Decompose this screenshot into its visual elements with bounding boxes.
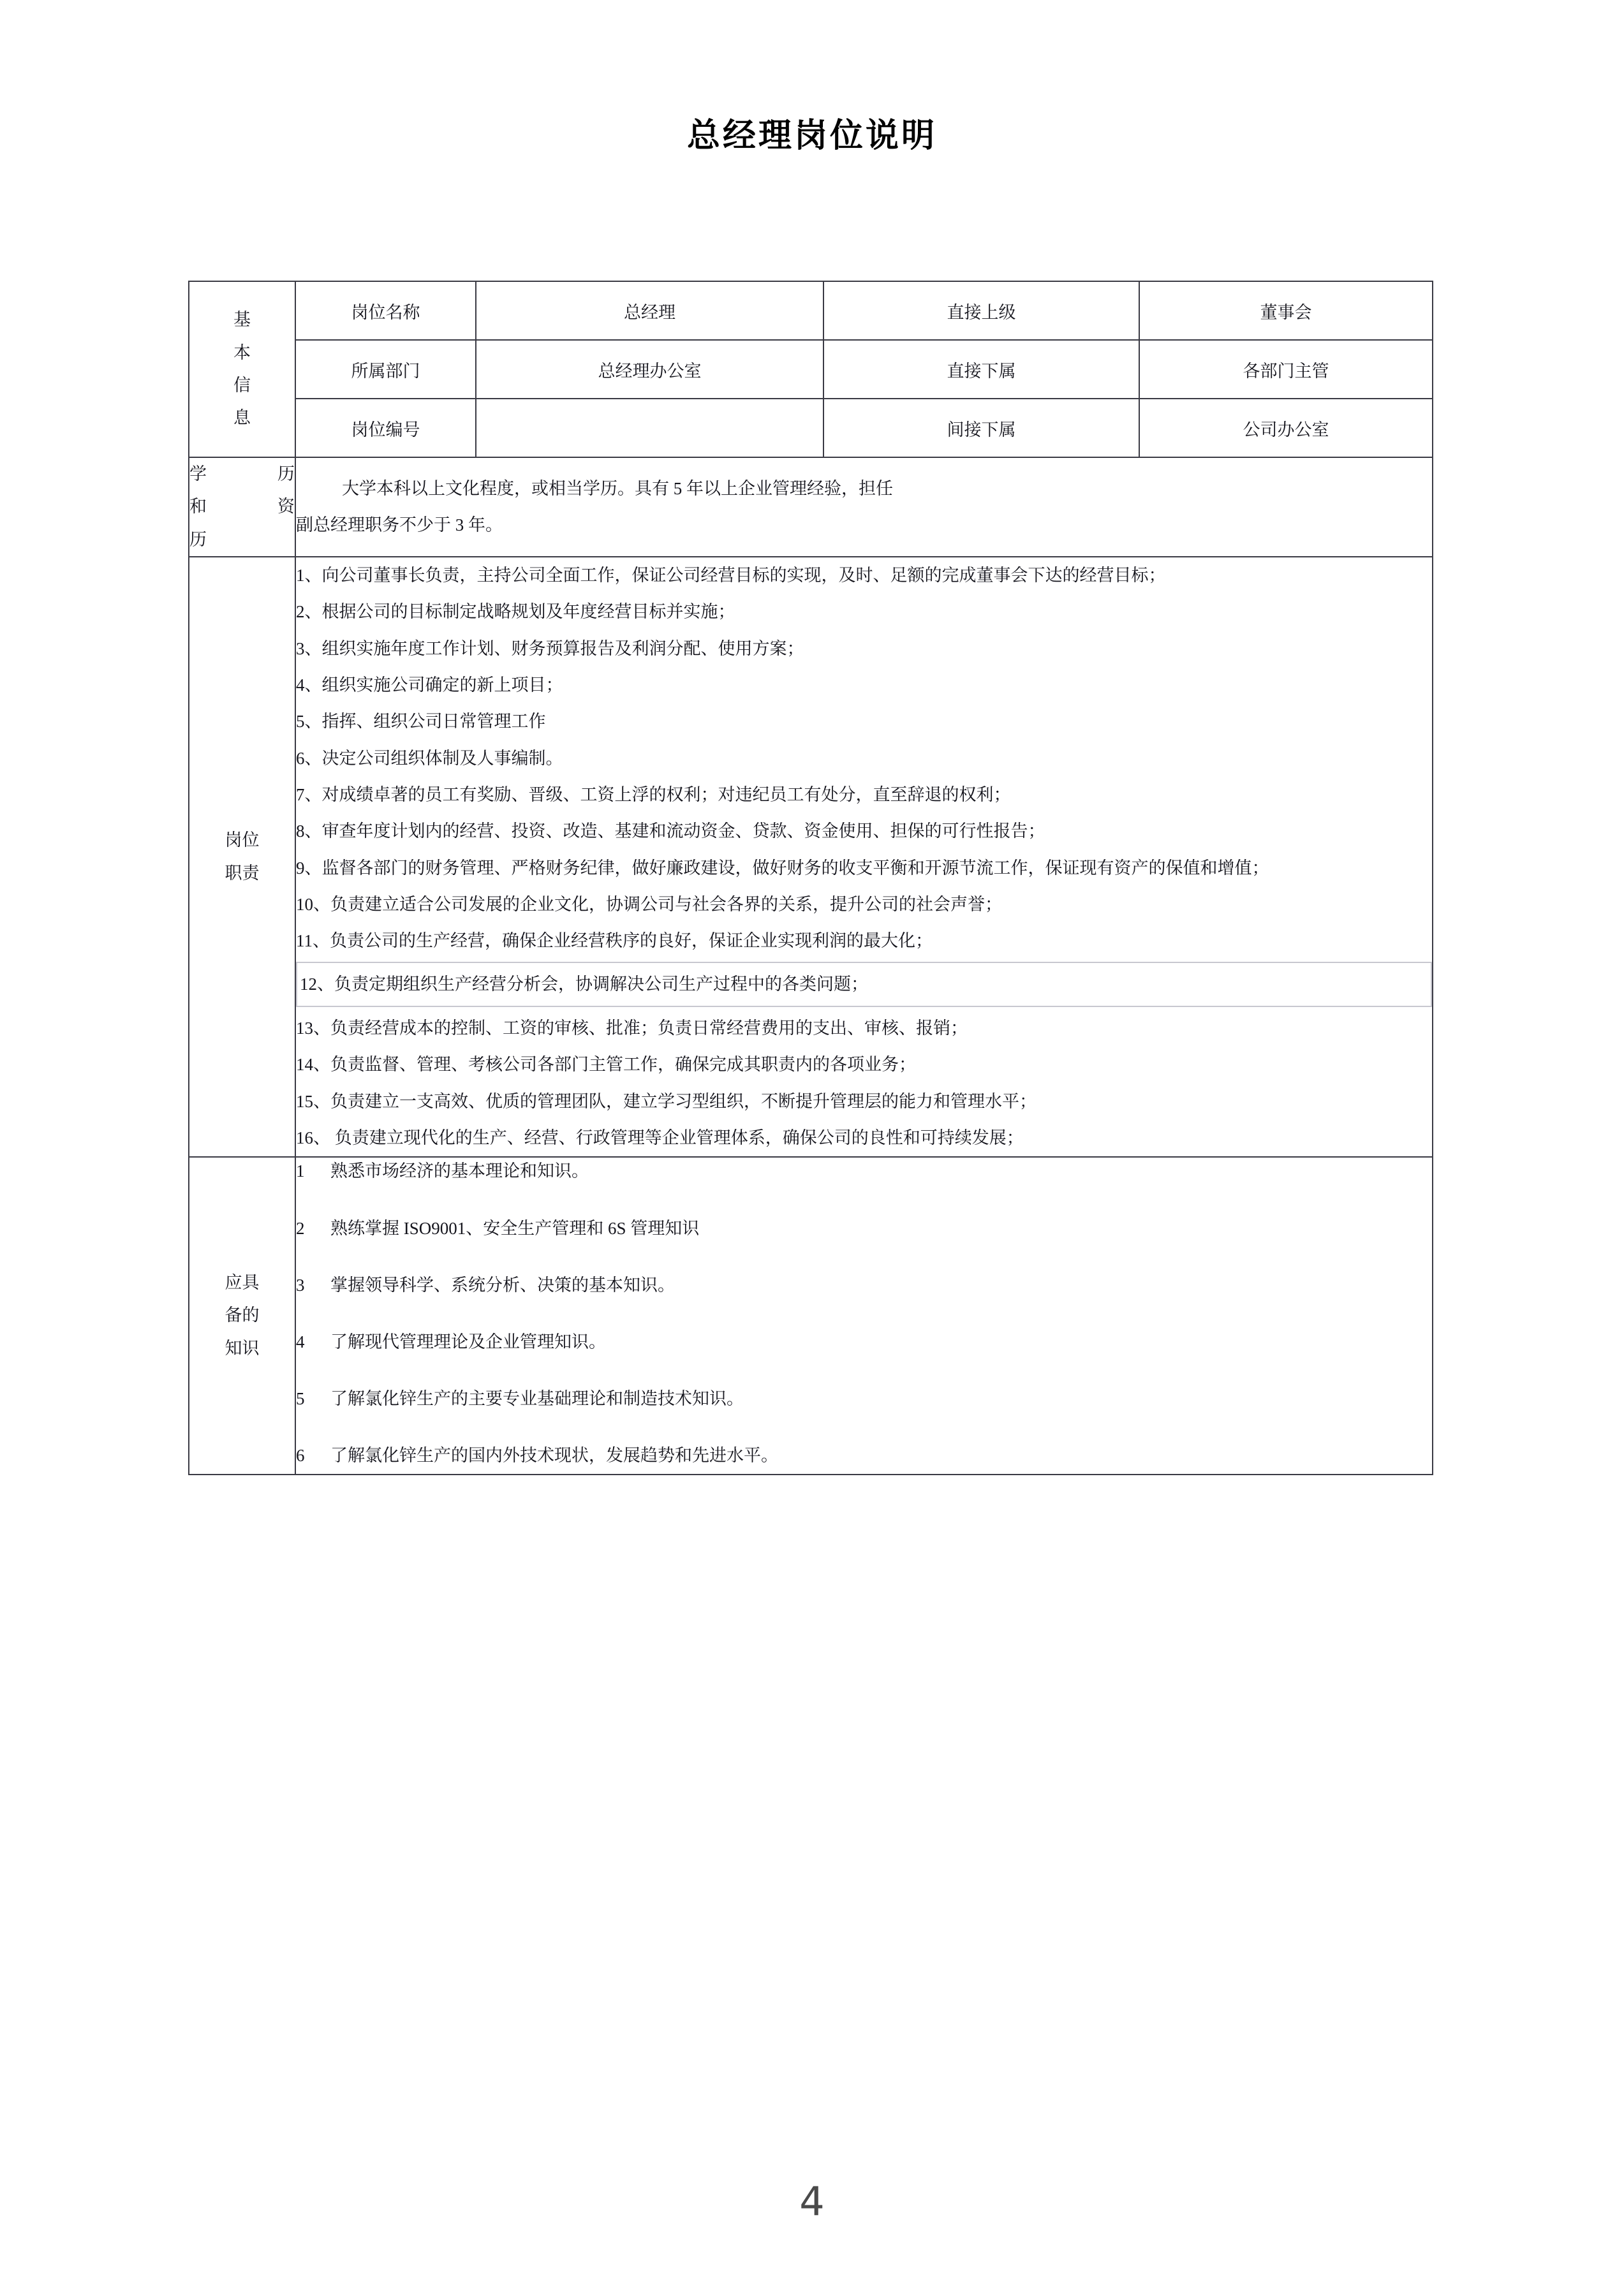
section-label-knowledge bbox=[189, 1157, 295, 1474]
job-description-table bbox=[188, 281, 1433, 1475]
basic-info-label-char-1: 基 bbox=[233, 310, 251, 330]
knowledge-item-number: 3 bbox=[296, 1275, 305, 1295]
duties-list bbox=[295, 557, 1433, 1158]
duty-item: 4、组织实施公司确定的新上项目； bbox=[296, 675, 563, 695]
field-value-job-title: 总经理 bbox=[476, 281, 823, 340]
basic-info-label-char-4: 息 bbox=[233, 408, 251, 428]
duty-item: 3、组织实施年度工作计划、财务预算报告及利润分配、使用方案； bbox=[296, 638, 804, 658]
field-value-department: 总经理办公室 bbox=[476, 340, 823, 399]
duty-item: 10、负责建立适合公司发展的企业文化，协调公司与社会各界的关系，提升公司的社会声誉； bbox=[296, 894, 1002, 914]
knowledge-item-text: 了解氯化锌生产的主要专业基础理论和制造技术知识。 bbox=[330, 1389, 744, 1409]
education-label-char-4: 资 bbox=[277, 497, 295, 517]
duty-item: 9、监督各部门的财务管理、严格财务纪律，做好廉政建设，做好财务的收支平衡和开源节流工作，保证现有资产的保值和增值； bbox=[296, 858, 1269, 878]
knowledge-item-text: 了解现代管理理论及企业管理知识。 bbox=[330, 1332, 606, 1351]
list-item bbox=[296, 1328, 1432, 1356]
duty-item: 6、决定公司组织体制及人事编制。 bbox=[296, 748, 563, 768]
knowledge-item-number: 2 bbox=[296, 1218, 305, 1238]
duty-item: 15、负责建立一支高效、优质的管理团队，建立学习型组织，不断提升管理层的能力和管理水平； bbox=[296, 1091, 1037, 1111]
field-label-direct-subordinate: 直接下属 bbox=[823, 340, 1139, 399]
table-row bbox=[189, 557, 1433, 1158]
page-title: 总经理岗位说明 bbox=[686, 117, 937, 155]
duty-item: 5、指挥、组织公司日常管理工作 bbox=[296, 712, 546, 732]
duty-item: 7、对成绩卓著的员工有奖励、晋级、工资上浮的权利；对违纪员工有处分，直至辞退的权利； bbox=[296, 784, 1011, 804]
education-label-line-2 bbox=[189, 490, 295, 523]
education-paragraph-line-1: 大学本科以上文化程度，或相当学历。具有 5 年以上企业管理经验，担任 bbox=[342, 479, 893, 499]
knowledge-item-number: 1 bbox=[296, 1161, 305, 1181]
knowledge-item-number: 6 bbox=[296, 1446, 305, 1466]
duty-item: 16、 负责建立现代化的生产、经营、行政管理等企业管理体系，确保公司的良性和可持续发展； bbox=[296, 1128, 1024, 1148]
field-label-department: 所属部门 bbox=[295, 340, 476, 399]
table-row bbox=[189, 281, 1433, 340]
duty-item-highlighted[interactable]: 12、负责定期组织生产经营分析会，协调解决公司生产过程中的各类问题； bbox=[296, 962, 1432, 1007]
education-label-line-1 bbox=[189, 458, 295, 490]
page-number: 4 bbox=[799, 2178, 825, 2225]
duty-item: 13、负责经营成本的控制、工资的审核、批准；负责日常经营费用的支出、审核、报销； bbox=[296, 1019, 968, 1038]
section-label-duties bbox=[189, 557, 295, 1158]
basic-info-label-char-3: 信 bbox=[233, 376, 251, 395]
duties-label-line-2: 职责 bbox=[225, 863, 260, 883]
list-item bbox=[296, 1215, 1432, 1242]
field-label-indirect-subordinate: 间接下属 bbox=[823, 399, 1139, 457]
education-requirements-text bbox=[295, 457, 1433, 557]
duties-label-line-1: 岗位 bbox=[225, 830, 260, 850]
education-label-char-3: 和 bbox=[189, 497, 207, 517]
knowledge-item-text: 熟练掌握 ISO9001、安全生产管理和 6S 管理知识 bbox=[330, 1218, 700, 1238]
field-value-indirect-subordinate: 公司办公室 bbox=[1139, 399, 1433, 457]
knowledge-list bbox=[295, 1157, 1433, 1474]
table-row bbox=[189, 457, 1433, 557]
knowledge-label-line-2: 备的 bbox=[225, 1306, 260, 1325]
knowledge-label-line-3: 知识 bbox=[225, 1338, 260, 1358]
table-row bbox=[189, 399, 1433, 457]
duty-item: 8、审查年度计划内的经营、投资、改造、基建和流动资金、贷款、资金使用、担保的可行性报告； bbox=[296, 821, 1045, 841]
field-label-job-code: 岗位编号 bbox=[295, 399, 476, 457]
field-value-direct-subordinate: 各部门主管 bbox=[1139, 340, 1433, 399]
field-value-direct-superior: 董事会 bbox=[1139, 281, 1433, 340]
list-item bbox=[296, 1442, 1432, 1469]
knowledge-item-text: 掌握领导科学、系统分析、决策的基本知识。 bbox=[330, 1275, 675, 1295]
duty-item: 11、负责公司的生产经营，确保企业经营秩序的良好，保证企业实现利润的最大化； bbox=[296, 931, 933, 951]
list-item bbox=[296, 1385, 1432, 1413]
list-item bbox=[296, 1158, 1432, 1185]
field-label-job-title: 岗位名称 bbox=[295, 281, 476, 340]
education-paragraph-line-2: 副总经理职务不少于 3 年。 bbox=[296, 515, 503, 534]
field-value-job-code bbox=[476, 399, 823, 457]
knowledge-item-number: 5 bbox=[296, 1389, 305, 1409]
knowledge-item-text: 了解氯化锌生产的国内外技术现状，发展趋势和先进水平。 bbox=[330, 1446, 778, 1466]
table-row bbox=[189, 340, 1433, 399]
duty-item: 1、向公司董事长负责，主持公司全面工作，保证公司经营目标的实现，及时、足额的完成董事会下达的经营目标； bbox=[296, 565, 1166, 585]
duty-item: 2、根据公司的目标制定战略规划及年度经营目标并实施； bbox=[296, 602, 735, 622]
knowledge-item-number: 4 bbox=[296, 1332, 305, 1351]
education-label-char-2: 历 bbox=[277, 464, 295, 483]
duty-item: 14、负责监督、管理、考核公司各部门主管工作，确保完成其职责内的各项业务； bbox=[296, 1055, 916, 1075]
education-label-line-3: 历 bbox=[189, 529, 207, 549]
knowledge-item-text: 熟悉市场经济的基本理论和知识。 bbox=[330, 1161, 589, 1181]
section-label-education bbox=[189, 457, 295, 557]
table-row bbox=[189, 1157, 1433, 1474]
knowledge-label-line-1: 应具 bbox=[225, 1273, 260, 1292]
field-label-direct-superior: 直接上级 bbox=[823, 281, 1139, 340]
basic-info-label-char-2: 本 bbox=[233, 342, 251, 362]
education-label-char-1: 学 bbox=[189, 464, 207, 483]
list-item bbox=[296, 1272, 1432, 1299]
section-label-basic-info bbox=[189, 281, 295, 457]
